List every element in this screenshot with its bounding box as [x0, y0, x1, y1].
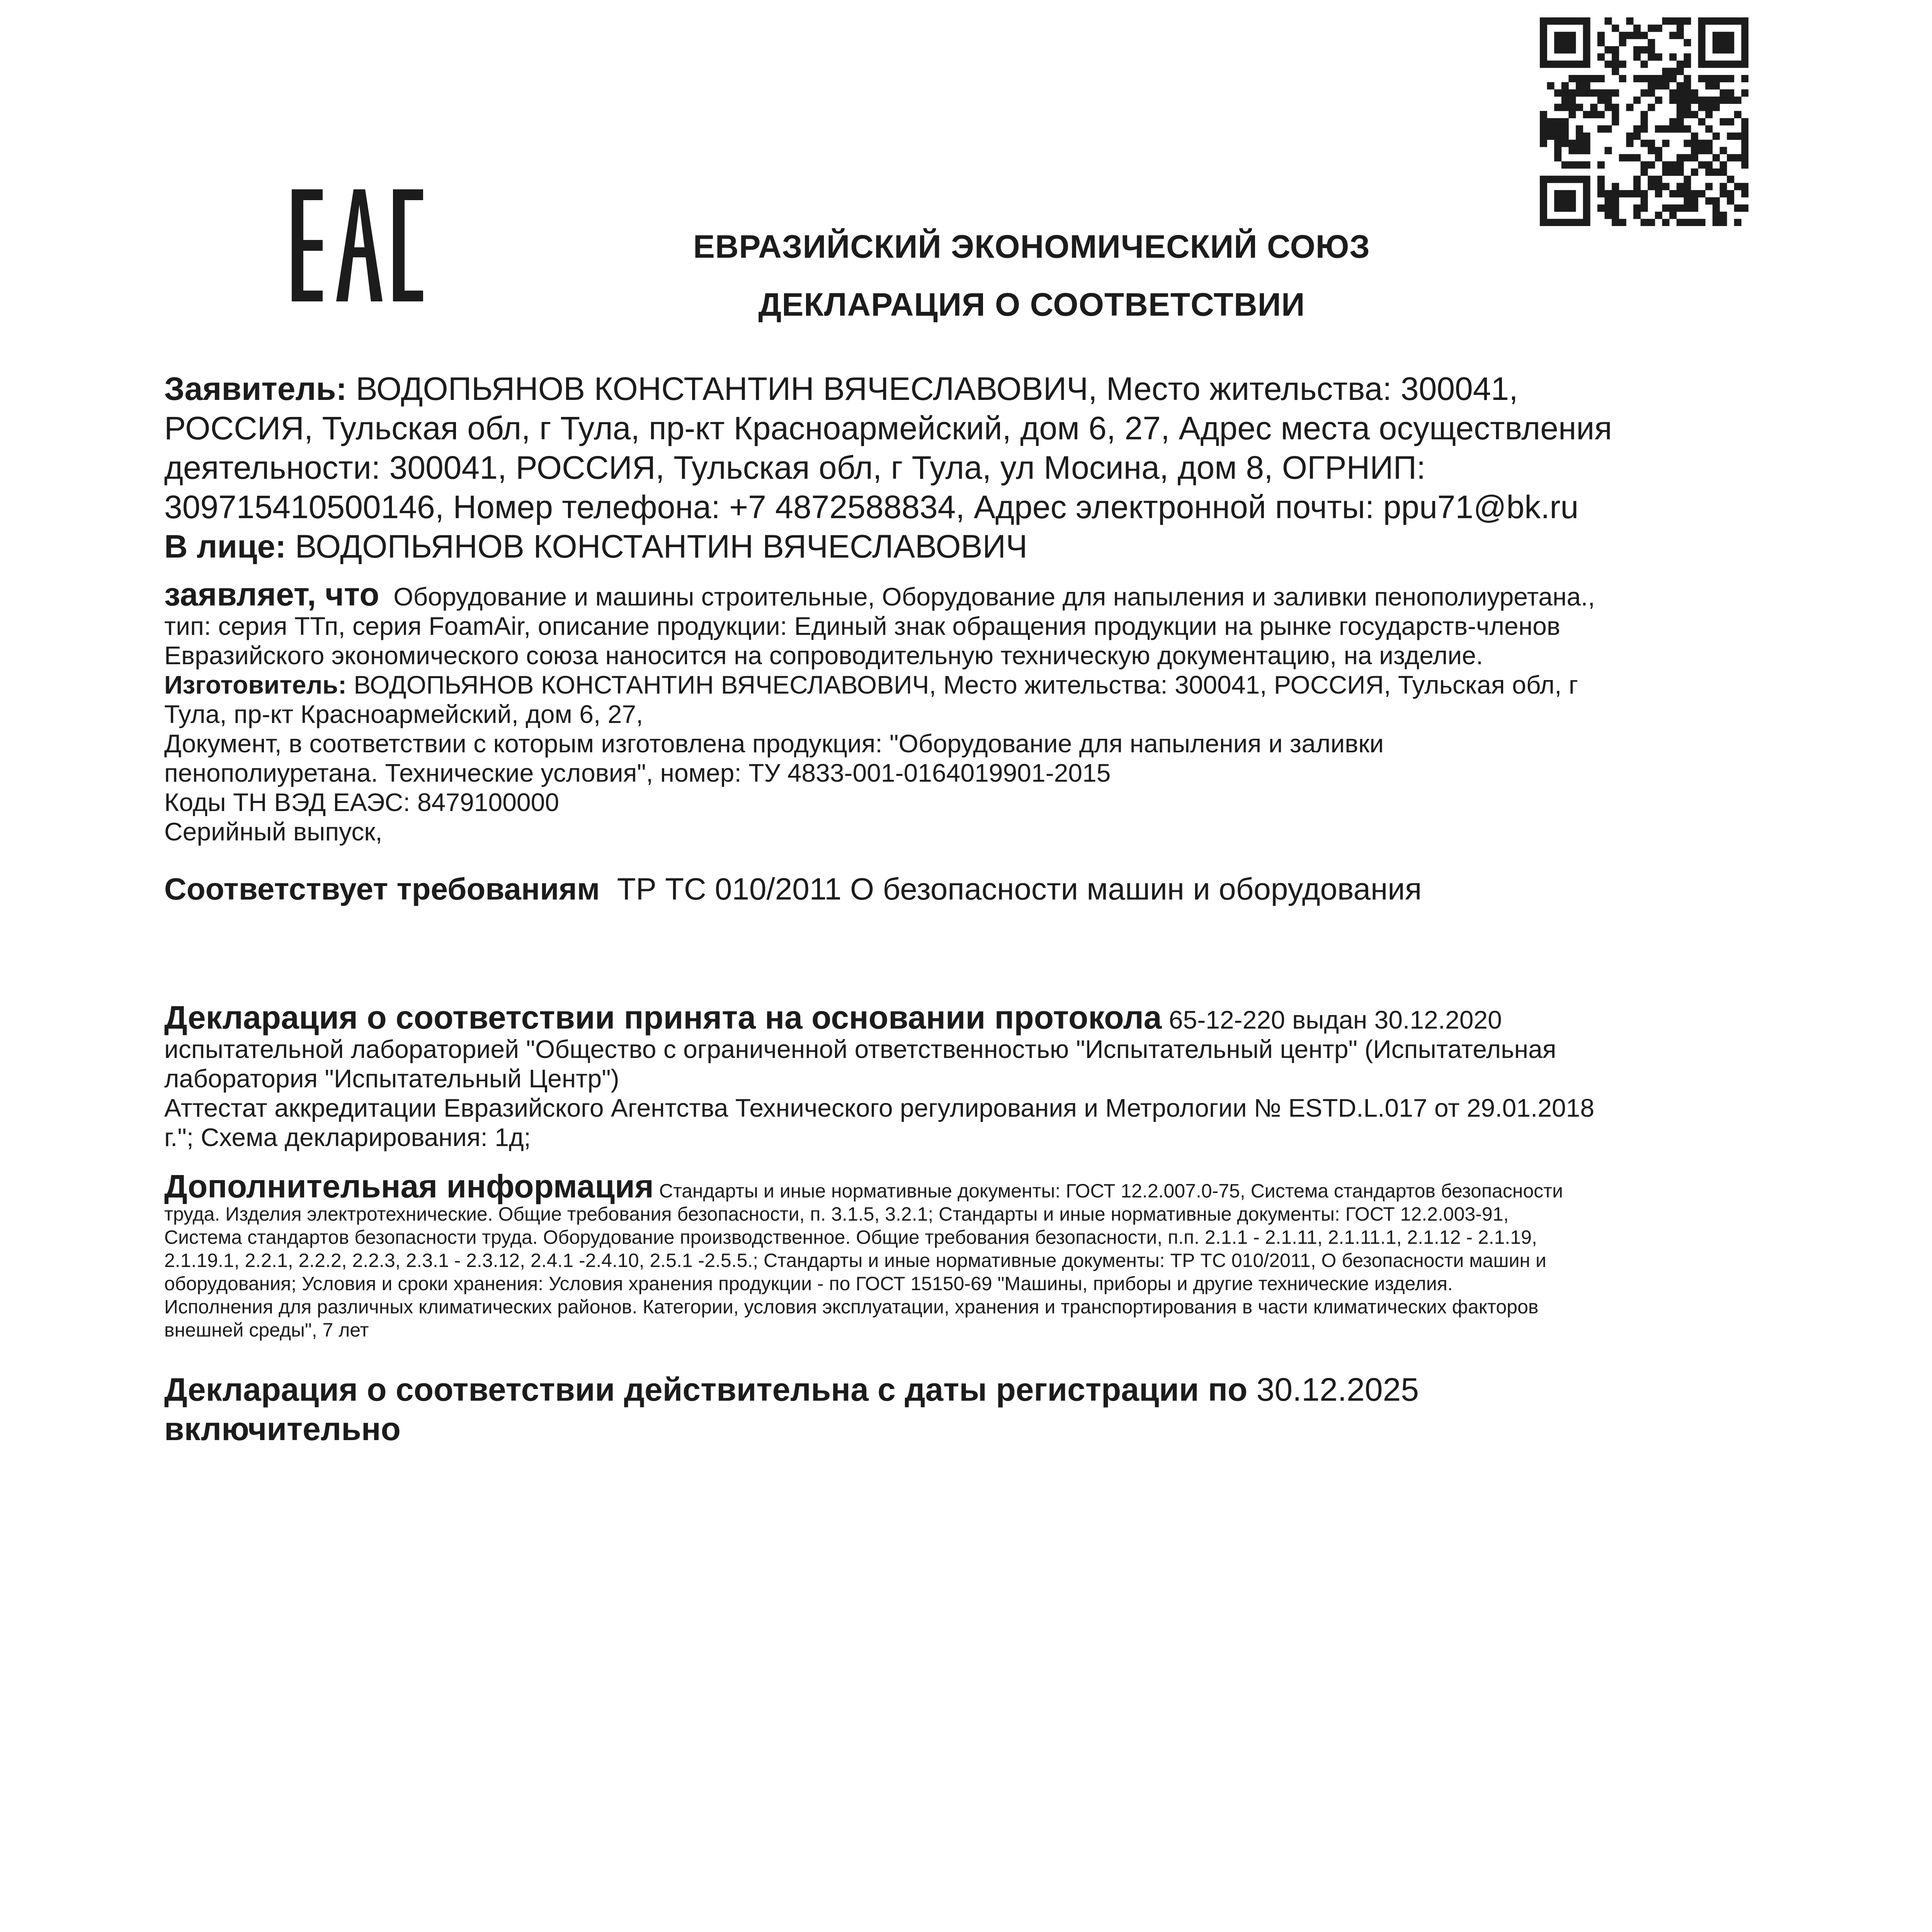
applicant-line: 309715410500146, Номер телефона: +7 4872588834, Адрес электронной почты: ppu71@bk.ru: [164, 489, 1579, 525]
additional-line: внешней среды", 7 лет: [164, 1319, 369, 1341]
basis-block: [164, 999, 1729, 1152]
qr-code: [1540, 17, 1748, 226]
manufacturer-line: пенополиуретана. Технические условия", номер: ТУ 4833-001-0164019901-2015: [164, 759, 1111, 787]
declares-line: Оборудование и машины строительные, Оборудование для напыления и заливки пенополиуретана.,: [393, 582, 1595, 611]
additional-label: Дополнительная информация: [164, 1168, 654, 1204]
additional-info-block: [164, 1168, 1729, 1342]
manufacturer-line: Коды ТН ВЭД ЕАЭС: 8479100000: [164, 788, 560, 816]
conforms-block: [164, 869, 1729, 909]
person-value: ВОДОПЬЯНОВ КОНСТАНТИН ВЯЧЕСЛАВОВИЧ: [295, 528, 1028, 565]
applicant-label: Заявитель:: [164, 371, 347, 407]
declares-block: [164, 576, 1729, 846]
conforms-value: ТР ТС 010/2011 О безопасности машин и оборудования: [617, 872, 1422, 906]
document-title: ДЕКЛАРАЦИЯ О СООТВЕТСТВИИ: [758, 286, 1305, 323]
basis-label: Декларация о соответствии принята на основании протокола: [164, 999, 1162, 1036]
basis-line: г."; Схема декларирования: 1д;: [164, 1123, 531, 1151]
manufacturer-line: Тула, пр-кт Красноармейский, дом 6, 27,: [164, 700, 643, 728]
validity-block: [164, 1370, 1729, 1449]
manufacturer-label: Изготовитель:: [164, 670, 347, 699]
applicant-line: РОССИЯ, Тульская обл, г Тула, пр-кт Красноармейский, дом 6, 27, Адрес места осуществления: [164, 410, 1612, 446]
applicant-line: деятельности: 300041, РОССИЯ, Тульская обл, г Тула, ул Мосина, дом 8, ОГРНИП:: [164, 449, 1426, 486]
declares-line: тип: серия ТТп, серия FoamAir, описание продукции: Единый знак обращения продукции на рынке государств-членов: [164, 612, 1560, 640]
basis-line: испытательной лабораторией "Общество с ограниченной ответственностью "Испытательный центр" (Испытательная: [164, 1035, 1556, 1063]
union-title: ЕВРАЗИЙСКИЙ ЭКОНОМИЧЕСКИЙ СОЮЗ: [693, 228, 1371, 265]
additional-line: Стандарты и иные нормативные документы: ГОСТ 12.2.007.0-75, Система стандартов безопасности: [659, 1180, 1563, 1202]
conforms-label: Соответствует требованиям: [164, 872, 600, 906]
validity-label: Декларация о соответствии действительна с даты регистрации по: [164, 1371, 1248, 1408]
person-label: В лице:: [164, 528, 286, 565]
manufacturer-line: Документ, в соответствии с которым изготовлена продукция: "Оборудование для напыления и заливки: [164, 729, 1384, 758]
validity-label-2: включительно: [164, 1411, 401, 1447]
additional-line: труда. Изделия электротехнические. Общие требования безопасности, п. 3.1.5, 3.2.1; Стандарты и иные нормативные документы: ГОСТ 12.2.003-91,: [164, 1203, 1509, 1225]
additional-line: Исполнения для различных климатических районов. Категории, условия эксплуатации, хранения и транспортирования в части климатических факторов: [164, 1296, 1539, 1318]
basis-line: Аттестат аккредитации Евразийского Агентства Технического регулирования и Метрологии № ESTD.L.017 от 29.01.2018: [164, 1094, 1595, 1122]
additional-line: 2.1.19.1, 2.2.1, 2.2.2, 2.2.3, 2.3.1 - 2.3.12, 2.4.1 -2.4.10, 2.5.1 -2.5.5.; Стандарты и иные нормативные документы: ТР ТС 010/2011, О безопасности машин и: [164, 1250, 1546, 1271]
additional-line: оборудования; Условия и сроки хранения: Условия хранения продукции - по ГОСТ 15150-69 "Машины, приборы и другие технические изделия.: [164, 1273, 1453, 1294]
applicant-block: [164, 369, 1729, 566]
manufacturer-line: Серийный выпуск,: [164, 817, 383, 846]
additional-line: Система стандартов безопасности труда. Оборудование производственное. Общие требования безопасности, п.п. 2.1.1 - 2.1.11, 2.1.11.1, 2.1.12 - 2.1.19,: [164, 1226, 1537, 1248]
declares-label: заявляет, что: [164, 576, 379, 612]
basis-line: лаборатория "Испытательный Центр"): [164, 1064, 619, 1093]
basis-value: 65-12-220 выдан 30.12.2020: [1168, 1005, 1502, 1034]
manufacturer-line: ВОДОПЬЯНОВ КОНСТАНТИН ВЯЧЕСЛАВОВИЧ, Место жительства: 300041, РОССИЯ, Тульская обл, г: [354, 670, 1578, 699]
applicant-line: ВОДОПЬЯНОВ КОНСТАНТИН ВЯЧЕСЛАВОВИЧ, Место жительства: 300041,: [355, 371, 1518, 407]
validity-value: 30.12.2025: [1256, 1371, 1419, 1408]
declares-line: Евразийского экономического союза наносится на сопроводительную техническую документацию, на изделие.: [164, 641, 1483, 670]
